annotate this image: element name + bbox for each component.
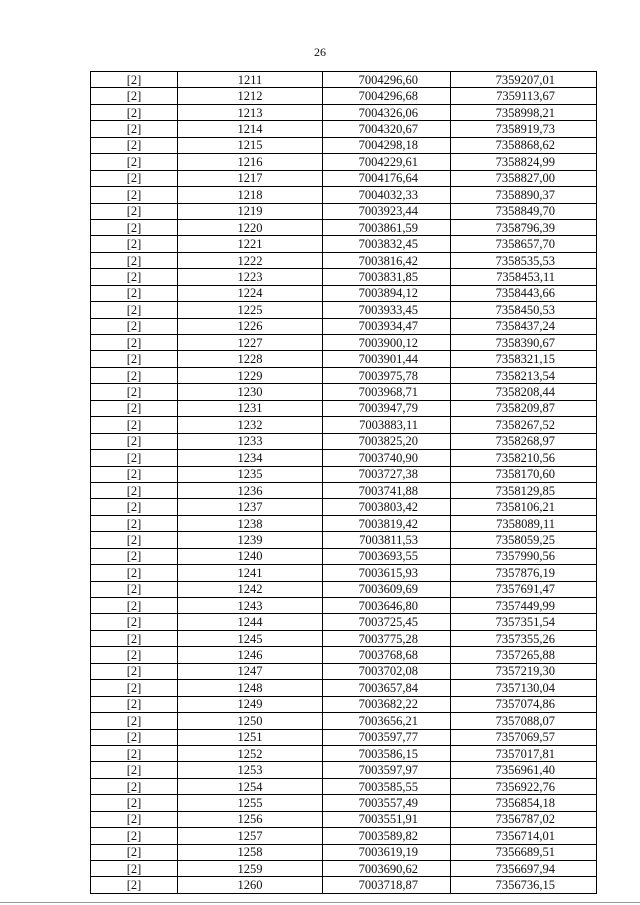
x-coordinate-cell: 7003589,82	[323, 828, 451, 844]
y-coordinate-cell: 7358129,85	[451, 482, 597, 498]
point-number-cell: 1240	[178, 548, 323, 564]
point-number-cell: 1252	[178, 745, 323, 761]
point-number-cell: 1244	[178, 614, 323, 630]
x-coordinate-cell: 7003934,47	[323, 318, 451, 334]
point-number-cell: 1220	[178, 219, 323, 235]
y-coordinate-cell: 7358796,39	[451, 219, 597, 235]
table-row	[91, 795, 597, 811]
source-ref-cell: [2]	[91, 302, 178, 318]
point-number-cell: 1255	[178, 795, 323, 811]
y-coordinate-cell: 7358535,53	[451, 252, 597, 268]
table-row	[91, 762, 597, 778]
y-coordinate-cell: 7358998,21	[451, 104, 597, 120]
point-number-cell: 1217	[178, 170, 323, 186]
source-ref-cell: [2]	[91, 762, 178, 778]
point-number-cell: 1222	[178, 252, 323, 268]
x-coordinate-cell: 7003656,21	[323, 713, 451, 729]
source-ref-cell: [2]	[91, 88, 178, 104]
y-coordinate-cell: 7357265,88	[451, 647, 597, 663]
source-ref-cell: [2]	[91, 795, 178, 811]
table-row	[91, 696, 597, 712]
table-row	[91, 400, 597, 416]
table-row	[91, 532, 597, 548]
y-coordinate-cell: 7356961,40	[451, 762, 597, 778]
y-coordinate-cell: 7358321,15	[451, 351, 597, 367]
table-row	[91, 104, 597, 120]
source-ref-cell: [2]	[91, 548, 178, 564]
y-coordinate-cell: 7358208,44	[451, 384, 597, 400]
point-number-cell: 1231	[178, 400, 323, 416]
x-coordinate-cell: 7003803,42	[323, 499, 451, 515]
source-ref-cell: [2]	[91, 269, 178, 285]
table-row	[91, 203, 597, 219]
x-coordinate-cell: 7003861,59	[323, 219, 451, 235]
x-coordinate-cell: 7003727,38	[323, 466, 451, 482]
source-ref-cell: [2]	[91, 367, 178, 383]
point-number-cell: 1260	[178, 877, 323, 893]
point-number-cell: 1212	[178, 88, 323, 104]
x-coordinate-cell: 7003901,44	[323, 351, 451, 367]
point-number-cell: 1216	[178, 154, 323, 170]
point-number-cell: 1235	[178, 466, 323, 482]
source-ref-cell: [2]	[91, 318, 178, 334]
source-ref-cell: [2]	[91, 203, 178, 219]
y-coordinate-cell: 7357017,81	[451, 745, 597, 761]
point-number-cell: 1224	[178, 285, 323, 301]
point-number-cell: 1259	[178, 861, 323, 877]
x-coordinate-cell: 7003825,20	[323, 433, 451, 449]
x-coordinate-cell: 7003968,71	[323, 384, 451, 400]
source-ref-cell: [2]	[91, 72, 178, 88]
x-coordinate-cell: 7003586,15	[323, 745, 451, 761]
source-ref-cell: [2]	[91, 450, 178, 466]
y-coordinate-cell: 7358106,21	[451, 499, 597, 515]
x-coordinate-cell: 7003816,42	[323, 252, 451, 268]
y-coordinate-cell: 7358824,99	[451, 154, 597, 170]
y-coordinate-cell: 7357069,57	[451, 729, 597, 745]
x-coordinate-cell: 7003551,91	[323, 811, 451, 827]
point-number-cell: 1237	[178, 499, 323, 515]
x-coordinate-cell: 7003646,80	[323, 598, 451, 614]
source-ref-cell: [2]	[91, 844, 178, 860]
y-coordinate-cell: 7358209,87	[451, 400, 597, 416]
x-coordinate-cell: 7003693,55	[323, 548, 451, 564]
x-coordinate-cell: 7003883,11	[323, 417, 451, 433]
table-row	[91, 154, 597, 170]
table-row	[91, 680, 597, 696]
x-coordinate-cell: 7003615,93	[323, 565, 451, 581]
x-coordinate-cell: 7003597,97	[323, 762, 451, 778]
source-ref-cell: [2]	[91, 581, 178, 597]
table-row	[91, 433, 597, 449]
table-row	[91, 861, 597, 877]
table-row	[91, 285, 597, 301]
point-number-cell: 1253	[178, 762, 323, 778]
point-number-cell: 1225	[178, 302, 323, 318]
y-coordinate-cell: 7357074,86	[451, 696, 597, 712]
table-row	[91, 219, 597, 235]
y-coordinate-cell: 7358450,53	[451, 302, 597, 318]
point-number-cell: 1230	[178, 384, 323, 400]
y-coordinate-cell: 7357449,99	[451, 598, 597, 614]
page-number: 26	[314, 45, 326, 59]
point-number-cell: 1242	[178, 581, 323, 597]
x-coordinate-cell: 7004320,67	[323, 121, 451, 137]
point-number-cell: 1248	[178, 680, 323, 696]
point-number-cell: 1213	[178, 104, 323, 120]
table-row	[91, 351, 597, 367]
y-coordinate-cell: 7358890,37	[451, 187, 597, 203]
point-number-cell: 1218	[178, 187, 323, 203]
y-coordinate-cell: 7359113,67	[451, 88, 597, 104]
source-ref-cell: [2]	[91, 811, 178, 827]
x-coordinate-cell: 7003768,68	[323, 647, 451, 663]
source-ref-cell: [2]	[91, 598, 178, 614]
y-coordinate-cell: 7357876,19	[451, 565, 597, 581]
x-coordinate-cell: 7003831,85	[323, 269, 451, 285]
x-coordinate-cell: 7003975,78	[323, 367, 451, 383]
x-coordinate-cell: 7003811,53	[323, 532, 451, 548]
source-ref-cell: [2]	[91, 170, 178, 186]
x-coordinate-cell: 7004326,06	[323, 104, 451, 120]
x-coordinate-cell: 7004298,18	[323, 137, 451, 153]
source-ref-cell: [2]	[91, 252, 178, 268]
coordinates-table	[90, 71, 597, 894]
source-ref-cell: [2]	[91, 400, 178, 416]
source-ref-cell: [2]	[91, 630, 178, 646]
y-coordinate-cell: 7356787,02	[451, 811, 597, 827]
x-coordinate-cell: 7003619,19	[323, 844, 451, 860]
x-coordinate-cell: 7003832,45	[323, 236, 451, 252]
source-ref-cell: [2]	[91, 482, 178, 498]
table-row	[91, 663, 597, 679]
point-number-cell: 1249	[178, 696, 323, 712]
x-coordinate-cell: 7004176,64	[323, 170, 451, 186]
source-ref-cell: [2]	[91, 515, 178, 531]
source-ref-cell: [2]	[91, 499, 178, 515]
table-row	[91, 713, 597, 729]
point-number-cell: 1243	[178, 598, 323, 614]
x-coordinate-cell: 7003557,49	[323, 795, 451, 811]
x-coordinate-cell: 7003725,45	[323, 614, 451, 630]
source-ref-cell: [2]	[91, 219, 178, 235]
table-row	[91, 335, 597, 351]
y-coordinate-cell: 7356697,94	[451, 861, 597, 877]
source-ref-cell: [2]	[91, 565, 178, 581]
source-ref-cell: [2]	[91, 466, 178, 482]
point-number-cell: 1221	[178, 236, 323, 252]
x-coordinate-cell: 7004296,68	[323, 88, 451, 104]
table-row	[91, 121, 597, 137]
source-ref-cell: [2]	[91, 532, 178, 548]
point-number-cell: 1228	[178, 351, 323, 367]
table-row	[91, 318, 597, 334]
y-coordinate-cell: 7358849,70	[451, 203, 597, 219]
source-ref-cell: [2]	[91, 745, 178, 761]
x-coordinate-cell: 7003740,90	[323, 450, 451, 466]
table-row	[91, 581, 597, 597]
x-coordinate-cell: 7003682,22	[323, 696, 451, 712]
point-number-cell: 1227	[178, 335, 323, 351]
table-row	[91, 187, 597, 203]
point-number-cell: 1258	[178, 844, 323, 860]
table-row	[91, 269, 597, 285]
point-number-cell: 1239	[178, 532, 323, 548]
point-number-cell: 1223	[178, 269, 323, 285]
y-coordinate-cell: 7358437,24	[451, 318, 597, 334]
point-number-cell: 1233	[178, 433, 323, 449]
y-coordinate-cell: 7358868,62	[451, 137, 597, 153]
table-row	[91, 236, 597, 252]
source-ref-cell: [2]	[91, 417, 178, 433]
source-ref-cell: [2]	[91, 647, 178, 663]
table-row	[91, 647, 597, 663]
point-number-cell: 1254	[178, 778, 323, 794]
source-ref-cell: [2]	[91, 433, 178, 449]
y-coordinate-cell: 7358919,73	[451, 121, 597, 137]
y-coordinate-cell: 7357130,04	[451, 680, 597, 696]
point-number-cell: 1232	[178, 417, 323, 433]
table-row	[91, 828, 597, 844]
y-coordinate-cell: 7357219,30	[451, 663, 597, 679]
source-ref-cell: [2]	[91, 877, 178, 893]
x-coordinate-cell: 7003702,08	[323, 663, 451, 679]
source-ref-cell: [2]	[91, 104, 178, 120]
table-row	[91, 417, 597, 433]
table-row	[91, 565, 597, 581]
y-coordinate-cell: 7356922,76	[451, 778, 597, 794]
source-ref-cell: [2]	[91, 729, 178, 745]
y-coordinate-cell: 7357990,56	[451, 548, 597, 564]
table-row	[91, 482, 597, 498]
table-row	[91, 844, 597, 860]
table-row	[91, 170, 597, 186]
table-row	[91, 877, 597, 893]
source-ref-cell: [2]	[91, 614, 178, 630]
point-number-cell: 1251	[178, 729, 323, 745]
point-number-cell: 1256	[178, 811, 323, 827]
y-coordinate-cell: 7358170,60	[451, 466, 597, 482]
y-coordinate-cell: 7358827,00	[451, 170, 597, 186]
point-number-cell: 1229	[178, 367, 323, 383]
point-number-cell: 1247	[178, 663, 323, 679]
y-coordinate-cell: 7356714,01	[451, 828, 597, 844]
x-coordinate-cell: 7003900,12	[323, 335, 451, 351]
point-number-cell: 1257	[178, 828, 323, 844]
table-row	[91, 367, 597, 383]
source-ref-cell: [2]	[91, 121, 178, 137]
point-number-cell: 1211	[178, 72, 323, 88]
point-number-cell: 1215	[178, 137, 323, 153]
point-number-cell: 1241	[178, 565, 323, 581]
y-coordinate-cell: 7357355,26	[451, 630, 597, 646]
source-ref-cell: [2]	[91, 351, 178, 367]
source-ref-cell: [2]	[91, 680, 178, 696]
table-row	[91, 729, 597, 745]
table-row	[91, 598, 597, 614]
page-bottom-divider	[0, 902, 640, 903]
point-number-cell: 1238	[178, 515, 323, 531]
x-coordinate-cell: 7003657,84	[323, 680, 451, 696]
table-row	[91, 745, 597, 761]
x-coordinate-cell: 7003585,55	[323, 778, 451, 794]
table-row	[91, 137, 597, 153]
y-coordinate-cell: 7357351,54	[451, 614, 597, 630]
source-ref-cell: [2]	[91, 713, 178, 729]
x-coordinate-cell: 7003718,87	[323, 877, 451, 893]
x-coordinate-cell: 7004032,33	[323, 187, 451, 203]
source-ref-cell: [2]	[91, 384, 178, 400]
source-ref-cell: [2]	[91, 696, 178, 712]
y-coordinate-cell: 7358059,25	[451, 532, 597, 548]
y-coordinate-cell: 7358213,54	[451, 367, 597, 383]
source-ref-cell: [2]	[91, 285, 178, 301]
point-number-cell: 1219	[178, 203, 323, 219]
x-coordinate-cell: 7003819,42	[323, 515, 451, 531]
source-ref-cell: [2]	[91, 663, 178, 679]
x-coordinate-cell: 7003947,79	[323, 400, 451, 416]
source-ref-cell: [2]	[91, 828, 178, 844]
y-coordinate-cell: 7358390,67	[451, 335, 597, 351]
table-row	[91, 466, 597, 482]
y-coordinate-cell: 7358210,56	[451, 450, 597, 466]
source-ref-cell: [2]	[91, 187, 178, 203]
y-coordinate-cell: 7357691,47	[451, 581, 597, 597]
y-coordinate-cell: 7357088,07	[451, 713, 597, 729]
source-ref-cell: [2]	[91, 137, 178, 153]
y-coordinate-cell: 7356736,15	[451, 877, 597, 893]
table-row	[91, 384, 597, 400]
table-row	[91, 252, 597, 268]
coordinates-table-body	[91, 72, 597, 894]
table-row	[91, 548, 597, 564]
y-coordinate-cell: 7358267,52	[451, 417, 597, 433]
table-row	[91, 614, 597, 630]
y-coordinate-cell: 7358268,97	[451, 433, 597, 449]
x-coordinate-cell: 7003894,12	[323, 285, 451, 301]
source-ref-cell: [2]	[91, 778, 178, 794]
x-coordinate-cell: 7003609,69	[323, 581, 451, 597]
table-row	[91, 450, 597, 466]
x-coordinate-cell: 7004296,60	[323, 72, 451, 88]
table-row	[91, 88, 597, 104]
x-coordinate-cell: 7003741,88	[323, 482, 451, 498]
point-number-cell: 1236	[178, 482, 323, 498]
x-coordinate-cell: 7004229,61	[323, 154, 451, 170]
point-number-cell: 1250	[178, 713, 323, 729]
table-row	[91, 515, 597, 531]
y-coordinate-cell: 7359207,01	[451, 72, 597, 88]
source-ref-cell: [2]	[91, 154, 178, 170]
y-coordinate-cell: 7356854,18	[451, 795, 597, 811]
y-coordinate-cell: 7358443,66	[451, 285, 597, 301]
table-row	[91, 302, 597, 318]
point-number-cell: 1234	[178, 450, 323, 466]
x-coordinate-cell: 7003690,62	[323, 861, 451, 877]
y-coordinate-cell: 7358089,11	[451, 515, 597, 531]
table-row	[91, 72, 597, 88]
y-coordinate-cell: 7358657,70	[451, 236, 597, 252]
y-coordinate-cell: 7356689,51	[451, 844, 597, 860]
source-ref-cell: [2]	[91, 861, 178, 877]
table-row	[91, 811, 597, 827]
table-row	[91, 499, 597, 515]
point-number-cell: 1226	[178, 318, 323, 334]
point-number-cell: 1245	[178, 630, 323, 646]
point-number-cell: 1214	[178, 121, 323, 137]
x-coordinate-cell: 7003933,45	[323, 302, 451, 318]
source-ref-cell: [2]	[91, 236, 178, 252]
x-coordinate-cell: 7003923,44	[323, 203, 451, 219]
point-number-cell: 1246	[178, 647, 323, 663]
y-coordinate-cell: 7358453,11	[451, 269, 597, 285]
table-row	[91, 630, 597, 646]
table-row	[91, 778, 597, 794]
x-coordinate-cell: 7003775,28	[323, 630, 451, 646]
source-ref-cell: [2]	[91, 335, 178, 351]
x-coordinate-cell: 7003597,77	[323, 729, 451, 745]
